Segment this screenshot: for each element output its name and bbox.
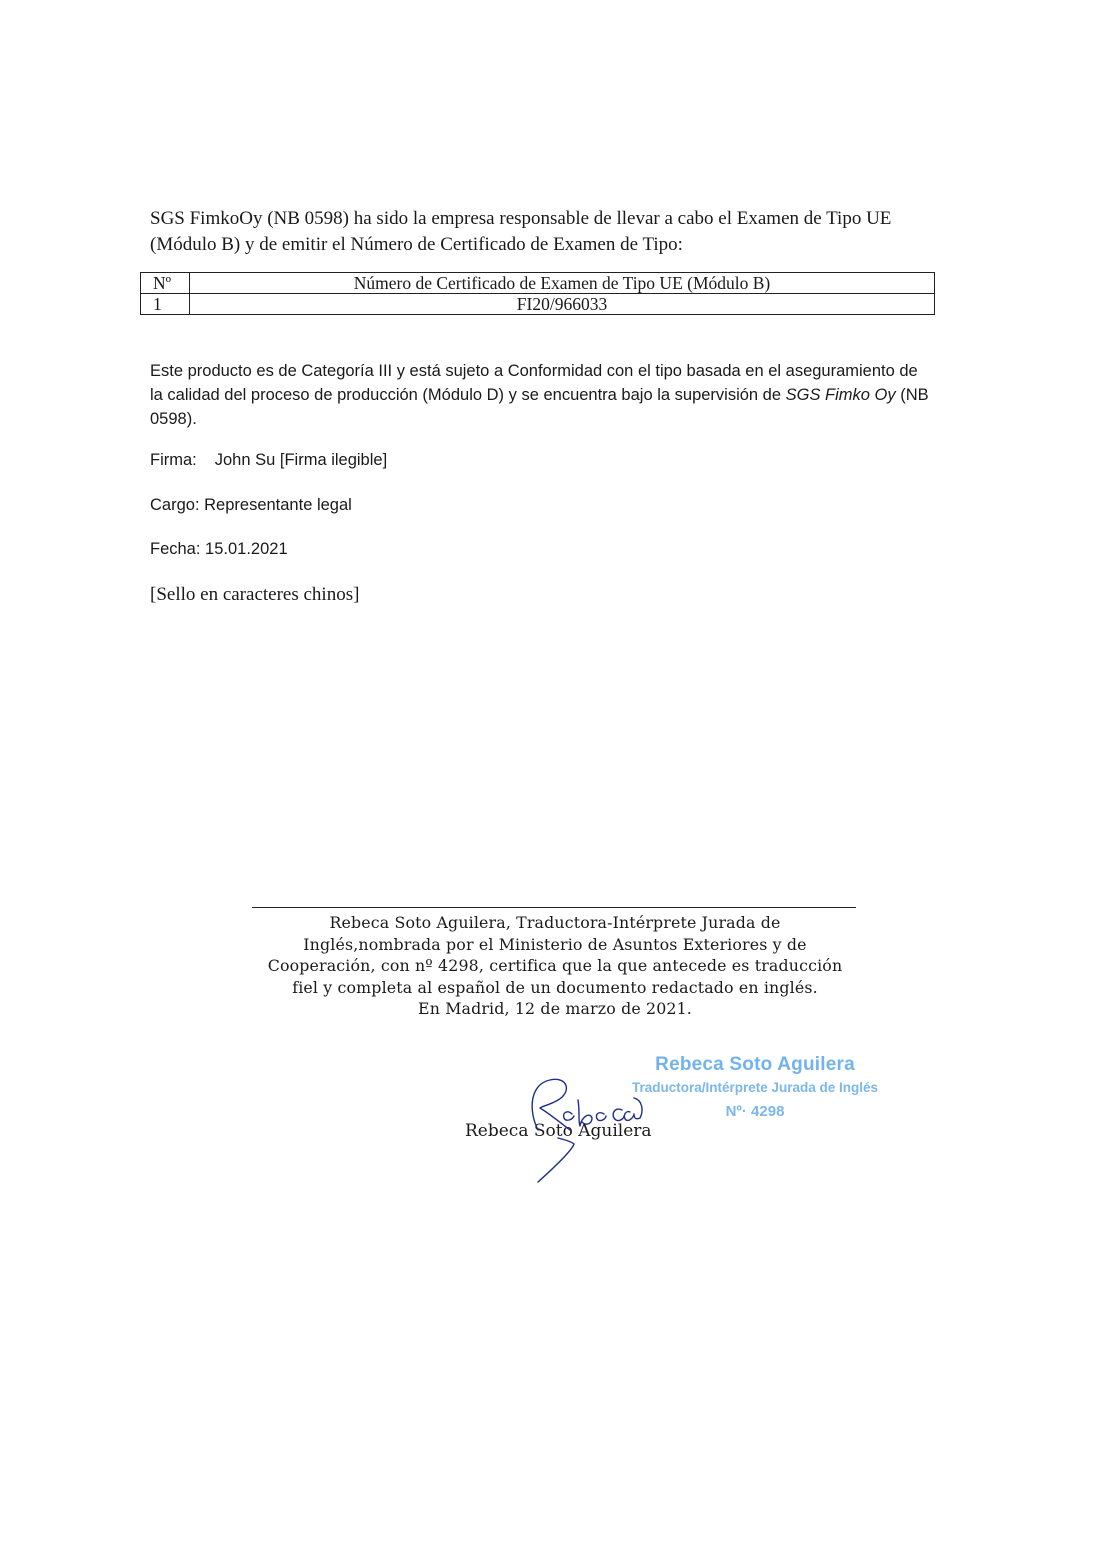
translator-certification	[245, 912, 865, 1020]
intro-line-1: SGS FimkoOy (NB 0598) ha sido la empresa responsable de llevar a cabo el Examen de Tipo UE	[150, 208, 892, 229]
fecha-line	[150, 540, 288, 559]
category-line-3: 0598).	[150, 410, 197, 428]
cargo-label: Cargo:	[150, 496, 200, 514]
category-line-1: Este producto es de Categoría III y está sujeto a Conformidad con el tipo basada en el aseguramiento de	[150, 362, 918, 380]
cargo-value: Representante legal	[204, 496, 352, 514]
table-header-row	[141, 273, 935, 294]
firma-line	[150, 451, 387, 470]
category-line-2: la calidad del proceso de producción (Módulo D) y se encuentra bajo la supervisión de	[150, 386, 786, 404]
certification-line-1: Rebeca Soto Aguilera, Traductora-Intérprete Jurada de	[329, 913, 781, 932]
firma-value: John Su [Firma ilegible]	[214, 451, 388, 469]
stamp-name: Rebeca Soto Aguilera	[655, 1054, 855, 1075]
fecha-label: Fecha:	[150, 540, 201, 558]
seal-note: [Sello en caracteres chinos]	[150, 584, 360, 605]
stamp-title: Traductora/Intérprete Jurada de Inglés	[631, 1080, 879, 1095]
certification-line-3: Cooperación, con nº 4298, certifica que la que antecede es traducción	[267, 956, 843, 975]
cargo-line	[150, 496, 352, 515]
header-certificate: Número de Certificado de Examen de Tipo UE (Módulo B)	[190, 273, 935, 294]
certification-line-5: En Madrid, 12 de marzo de 2021.	[418, 999, 692, 1018]
signature-rule	[252, 907, 856, 908]
category-paragraph	[150, 359, 950, 431]
stamp-number: Nº· 4298	[725, 1103, 785, 1120]
table-row	[141, 294, 935, 315]
certification-line-2: Inglés,nombrada por el Ministerio de Asuntos Exteriores y de	[303, 934, 807, 954]
category-line-2-end: (NB	[895, 386, 929, 404]
intro-paragraph	[150, 206, 940, 258]
translator-stamp	[610, 1054, 900, 1120]
certification-line-4: fiel y completa al español de un documento redactado en inglés.	[292, 977, 818, 997]
header-number: Nº	[141, 273, 190, 294]
firma-label: Firma:	[150, 451, 197, 469]
cell-certificate: FI20/966033	[190, 294, 935, 315]
supervisor-name: SGS Fimko Oy	[785, 386, 896, 404]
fecha-value: 15.01.2021	[205, 540, 288, 558]
signer-name: Rebeca Soto Aguilera	[465, 1121, 652, 1141]
intro-line-2: (Módulo B) y de emitir el Número de Certificado de Examen de Tipo:	[150, 234, 683, 255]
cell-number: 1	[141, 294, 190, 315]
certificate-table	[140, 272, 935, 315]
